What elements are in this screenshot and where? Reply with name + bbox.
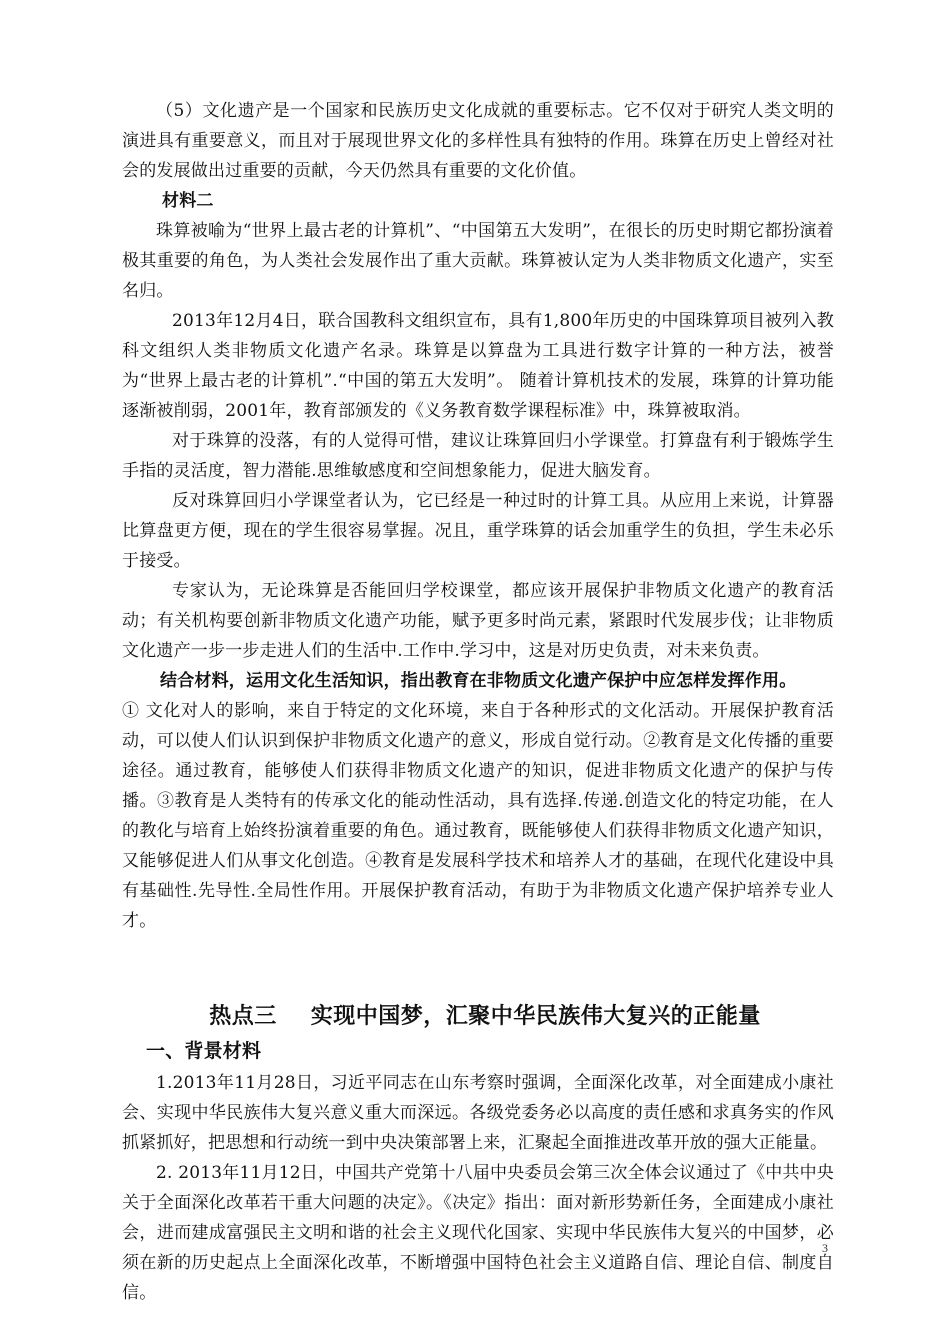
background-item-1: 1.2013年11月28日，习近平同志在山东考察时强调，全面深化改革，对全面建成小康社会、实现中华民族伟大复兴意义重大而深远。各级党委务必以高度的责任感和求真务实的作风抓紧抓好，把思想和行动统一到中央决策部署上来，汇聚起全面推进改革开放的强大正能量。	[122, 1073, 834, 1153]
hotspot-label: 热点三	[209, 1003, 277, 1029]
paragraph-cultural-heritage: （5）文化遗产是一个国家和民族历史文化成就的重要标志。它不仅对于研究人类文明的演进具有重要意义，而且对于展现世界文化的多样性具有独特的作用。珠算在历史上曾经对社会的发展做出过重要的贡献，今天仍然具有重要的文化价值。	[122, 101, 834, 181]
page-number: 3	[822, 1241, 828, 1255]
background-item-2: 2. 2013年11月12日，中国共产党第十八届中央委员会第三次全体会议通过了《中共中央关于全面深化改革若干重大问题的决定》。《决定》指出：面对新形势新任务，全面建成小康社会，进而建成富强民主文明和谐的社会主义现代化国家、实现中华民族伟大复兴的中国梦，必须在新的历史起点上全面深化改革，不断增强中国特色社会主义道路自信、理论自信、制度自信。	[122, 1163, 834, 1303]
paragraph-abacus-intro: 珠算被喻为“世界上最古老的计算机”、“中国第五大发明”，在很长的历史时期它都扮演着极其重要的角色，为人类社会发展作出了重大贡献。珠算被认定为人类非物质文化遗产，实至名归。	[122, 221, 834, 301]
hotspot-title	[122, 998, 848, 1034]
paragraph-unesco-announcement: 2013年12月4日，联合国教科文组织宣布，具有1,800年历史的中国珠算项目被列入教科文组织人类非物质文化遗产名录。珠算是以算盘为工具进行数字计算的一种方法，被誉为“世界上最古老的计算机”.“中国的第五大发明”。 随着计算机技术的发展，珠算的计算功能逐渐被削弱，2001年，教育部颁发的《义务教育数学课程标准》中，珠算被取消。	[122, 311, 834, 421]
material-two-heading: 材料二	[162, 191, 214, 211]
paragraph-supporters-view: 对于珠算的没落，有的人觉得可惜，建议让珠算回归小学课堂。打算盘有利于锻炼学生手指的灵活度，智力潜能.思维敏感度和空间想象能力，促进大脑发育。	[122, 431, 834, 481]
hotspot-title-text: 实现中国梦，汇聚中华民族伟大复兴的正能量	[310, 1003, 761, 1029]
page-content	[122, 96, 834, 1308]
section-spacer	[122, 936, 834, 998]
answer-text: ① 文化对人的影响，来自于特定的文化环境，来自于各种形式的文化活动。开展保护教育活动，可以使人们认识到保护非物质文化遗产的意义，形成自觉行动。②教育是文化传播的重要途径。通过教育，能够使人们获得非物质文化遗产的知识，促进非物质文化遗产的保护与传播。③教育是人类特有的传承文化的能动性活动，具有选择.传递.创造文化的特定功能，在人的教化与培育上始终扮演着重要的角色。通过教育，既能够使人们获得非物质文化遗产知识，又能够促进人们从事文化创造。④教育是发展科学技术和培养人才的基础，在现代化建设中具有基础性.先导性.全局性作用。开展保护教育活动，有助于为非物质文化遗产保护培养专业人才。	[122, 701, 834, 931]
paragraph-experts-view: 专家认为，无论珠算是否能回归学校课堂，都应该开展保护非物质文化遗产的教育活动；有关机构要创新非物质文化遗产功能，赋予更多时尚元素，紧跟时代发展步伐；让非物质文化遗产一步一步走进人们的生活中.工作中.学习中，这是对历史负责，对未来负责。	[122, 581, 834, 661]
background-material-heading: 一、背景材料	[146, 1040, 262, 1062]
paragraph-opponents-view: 反对珠算回归小学课堂者认为，它已经是一种过时的计算工具。从应用上来说，计算器比算盘更方便，现在的学生很容易掌握。况且，重学珠算的话会加重学生的负担，学生未必乐于接受。	[122, 491, 834, 571]
question-text: 结合材料，运用文化生活知识，指出教育在非物质文化遗产保护中应怎样发挥作用。	[160, 671, 797, 691]
